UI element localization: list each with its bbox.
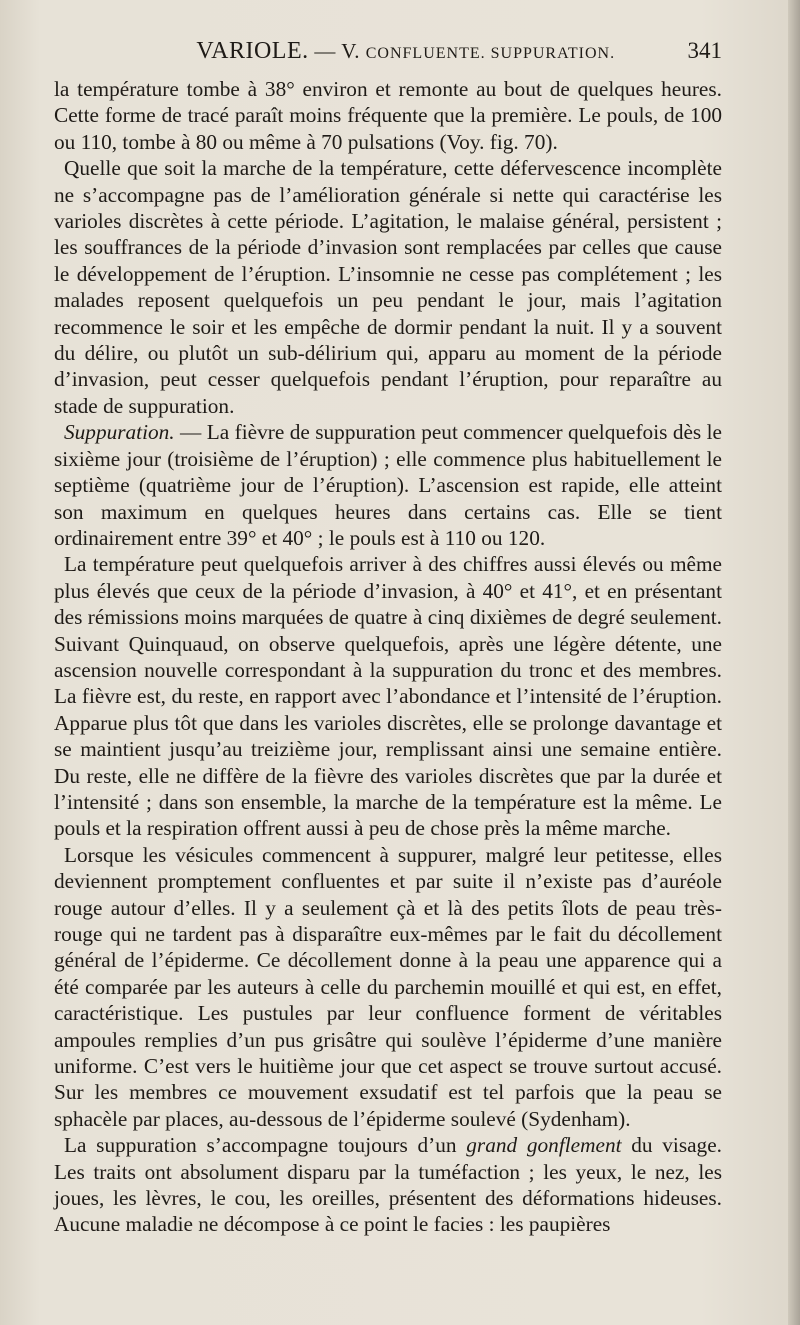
paragraph-text-pre: La suppuration s’accompagne toujours d’un [64, 1133, 467, 1158]
running-title-main: VARIOLE. [196, 38, 309, 64]
paragraph-text: — La fièvre de suppuration peut commencer quelquefois dès le sixième jour (troisième de l’éruption) ; elle commence plus habituellement le septième (quatrième jour de l’éruption). L’ascension est rapide, elle atteint son maximum en quelques heures dans certains cas. Elle se tient ordinairement entre 39° et 40° ; le pouls est à 110 ou 120. [54, 420, 722, 550]
paragraph-text: du visage. Les traits ont absolument disparu par la tuméfaction ; les yeux, le nez, les joues, les lèvres, le cou, les oreilles, présentent des déformations hideuses. Aucune maladie ne décompose à ce point le facies : les paupières [54, 1133, 722, 1237]
body-text [54, 76, 722, 1238]
paragraph-text: Lorsque les vésicules commencent à suppurer, malgré leur petitesse, elles deviennent promptement confluentes et par suite il n’existe pas d’auréole rouge autour d’elles. Il y a seulement çà et là des petits îlots de peau très-rouge qui ne tardent pas à disparaître eux-mêmes par le fait du décollement général de l’épiderme. Ce décollement donne à la peau une apparence qui a été comparée par les auteurs à celle du parchemin mouillé et qui est, en effet, caractéristique. Les pustules par leur confluence forment de véritables ampoules remplies d’un pus grisâtre qui soulève l’épiderme d’une manière uniforme. C’est vers le huitième jour que cet aspect se trouve surtout accusé. Sur les membres ce mouvement exsudatif est tel parfois que la peau se sphacèle par places, au-dessous de l’épiderme soulevé (Sydenham). [54, 842, 722, 1131]
page-number: 341 [687, 38, 722, 63]
paragraph-1 [54, 76, 722, 155]
running-title-sub: CONFLUENTE. SUPPURATION. [365, 45, 616, 62]
running-header [54, 38, 722, 72]
section-lead-suppuration: Suppuration. [64, 420, 175, 445]
paragraph-6 [54, 1132, 722, 1238]
running-title-dash: — V. [314, 39, 360, 63]
paragraph-3 [54, 419, 722, 551]
paragraph-text: la température tombe à 38° environ et remonte au bout de quelques heures. Cette forme de tracé paraît moins fréquente que la première. Le pouls, de 100 ou 110, tombe à 80 ou même à 70 pulsations (Voy. fig. 70). [54, 77, 722, 154]
paragraph-5 [54, 842, 722, 1132]
paragraph-text: Quelle que soit la marche de la température, cette défervescence incomplète ne s’accompagne pas de l’amélioration générale si nette qui caractérise les varioles discrètes à cette période. L’agitation, le malaise général, persistent ; les souffrances de la période d’invasion sont remplacées par celles que cause le développement de l’éruption. L’insomnie ne cesse pas complétement ; les malades reposent quelquefois un peu pendant le jour, mais l’agitation recommence le soir et les empêche de dormir pendant la nuit. Il y a souvent du délire, ou plutôt un sub-délirium qui, apparu au moment de la période d’invasion, peut cesser quelquefois pendant l’éruption, pour reparaître au stade de suppuration. [54, 156, 722, 418]
page-spine-shadow [788, 0, 800, 1325]
running-title [196, 38, 615, 65]
paragraph-text: La température peut quelquefois arriver à des chiffres aussi élevés ou même plus élevés que ceux de la période d’invasion, à 40° et 41°, et en présentant des rémissions moins marquées de quatre à cinq dixièmes de degré seulement. Suivant Quinquaud, on observe quelquefois, après une légère détente, une ascension nouvelle correspondant à la suppuration du tronc et des membres. La fièvre est, du reste, en rapport avec l’abondance et l’intensité de l’éruption. Apparue plus tôt que dans les varioles discrètes, elle se prolonge davantage et se maintient jusqu’au treizième jour, remplissant ainsi une semaine entière. Du reste, elle ne diffère de la fièvre des varioles discrètes que par la durée et l’intensité ; dans son ensemble, la marche de la température est la même. Le pouls et la respiration offrent aussi à peu de chose près la même marche. [54, 552, 722, 841]
emphasis-grand-gonflement: grand gonflement [466, 1133, 622, 1158]
paragraph-4 [54, 551, 722, 841]
paragraph-2 [54, 155, 722, 419]
